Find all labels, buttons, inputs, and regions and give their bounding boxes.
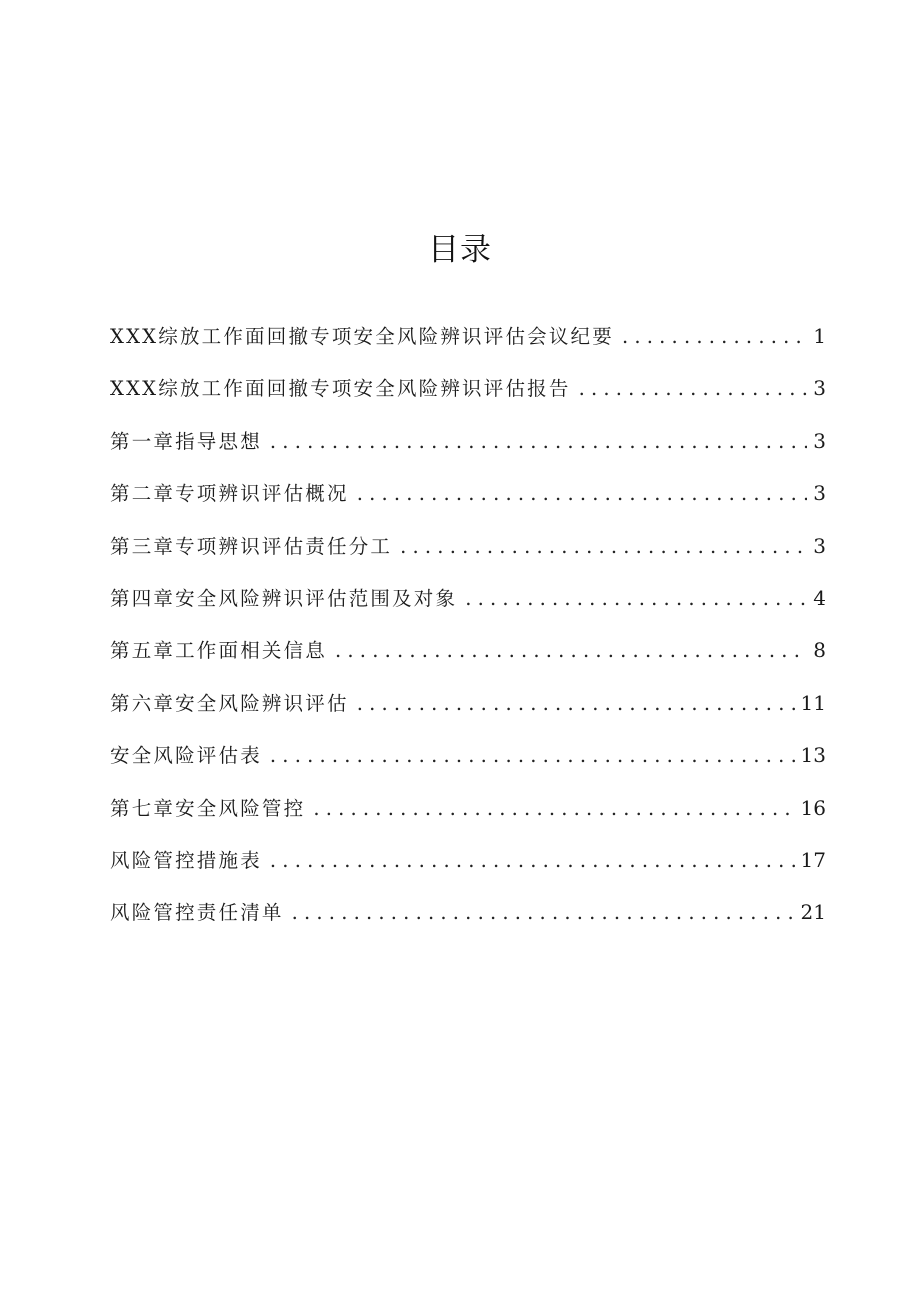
toc-dot-leader xyxy=(270,736,795,776)
toc-dot-leader xyxy=(357,684,795,724)
toc-dot-leader xyxy=(270,841,795,881)
toc-entry-text: 第二章专项辨识评估概况 xyxy=(110,482,349,506)
toc-entry[interactable] xyxy=(110,892,826,944)
toc-entry-text: 风险管控责任清单 xyxy=(110,901,284,925)
toc-entry-text: XXX综放工作面回撤专项安全风险辨识评估会议纪要 xyxy=(110,325,614,348)
toc-page-number: 3 xyxy=(813,533,826,558)
toc-entry[interactable] xyxy=(110,368,826,420)
toc-page-number: 21 xyxy=(800,900,826,925)
toc-page-number: 16 xyxy=(800,795,826,820)
toc-entry[interactable] xyxy=(110,316,826,368)
toc-entry[interactable] xyxy=(110,840,826,892)
toc-entry-text: 第六章安全风险辨识评估 xyxy=(110,691,349,715)
toc-entry[interactable] xyxy=(110,735,826,787)
toc-entry-text: 安全风险评估表 xyxy=(110,744,262,768)
toc-entry[interactable] xyxy=(110,421,826,473)
toc-page-number: 13 xyxy=(800,743,826,768)
toc-dot-leader xyxy=(622,317,807,357)
toc-entry[interactable] xyxy=(110,788,826,840)
toc-entry[interactable] xyxy=(110,630,826,682)
toc-dot-leader xyxy=(335,631,807,671)
toc-entry[interactable] xyxy=(110,473,826,525)
toc-entry[interactable] xyxy=(110,683,826,735)
toc-title: 目录 xyxy=(428,232,492,268)
toc-dot-leader xyxy=(292,893,795,933)
toc-dot-leader xyxy=(400,527,807,567)
toc-dot-leader xyxy=(465,579,807,619)
toc-dot-leader xyxy=(579,369,808,409)
toc-page-number: 3 xyxy=(813,428,826,453)
toc-page-number: 11 xyxy=(800,690,826,715)
toc-dot-leader xyxy=(270,422,807,462)
toc-dot-leader xyxy=(313,789,794,829)
toc-page-number: 17 xyxy=(800,847,826,872)
toc-page-number: 4 xyxy=(813,585,826,610)
toc-entry-text: 第五章工作面相关信息 xyxy=(110,639,328,663)
toc-entry-text: 第七章安全风险管控 xyxy=(110,796,306,820)
toc-entry-text: 风险管控措施表 xyxy=(110,848,262,872)
toc-page-number: 8 xyxy=(813,638,826,663)
toc-entry[interactable] xyxy=(110,526,826,578)
toc-entry[interactable] xyxy=(110,578,826,630)
toc-entry-text: 第一章指导思想 xyxy=(110,429,262,453)
toc-entry-text: XXX综放工作面回撤专项安全风险辨识评估报告 xyxy=(110,377,571,401)
toc-dot-leader xyxy=(357,474,808,514)
toc-list xyxy=(110,316,826,945)
toc-page-number: 1 xyxy=(813,324,826,348)
toc-page-number: 3 xyxy=(813,481,826,506)
toc-page-number: 3 xyxy=(813,376,826,401)
toc-entry-text: 第三章专项辨识评估责任分工 xyxy=(110,534,393,558)
toc-entry-text: 第四章安全风险辨识评估范围及对象 xyxy=(110,586,458,610)
